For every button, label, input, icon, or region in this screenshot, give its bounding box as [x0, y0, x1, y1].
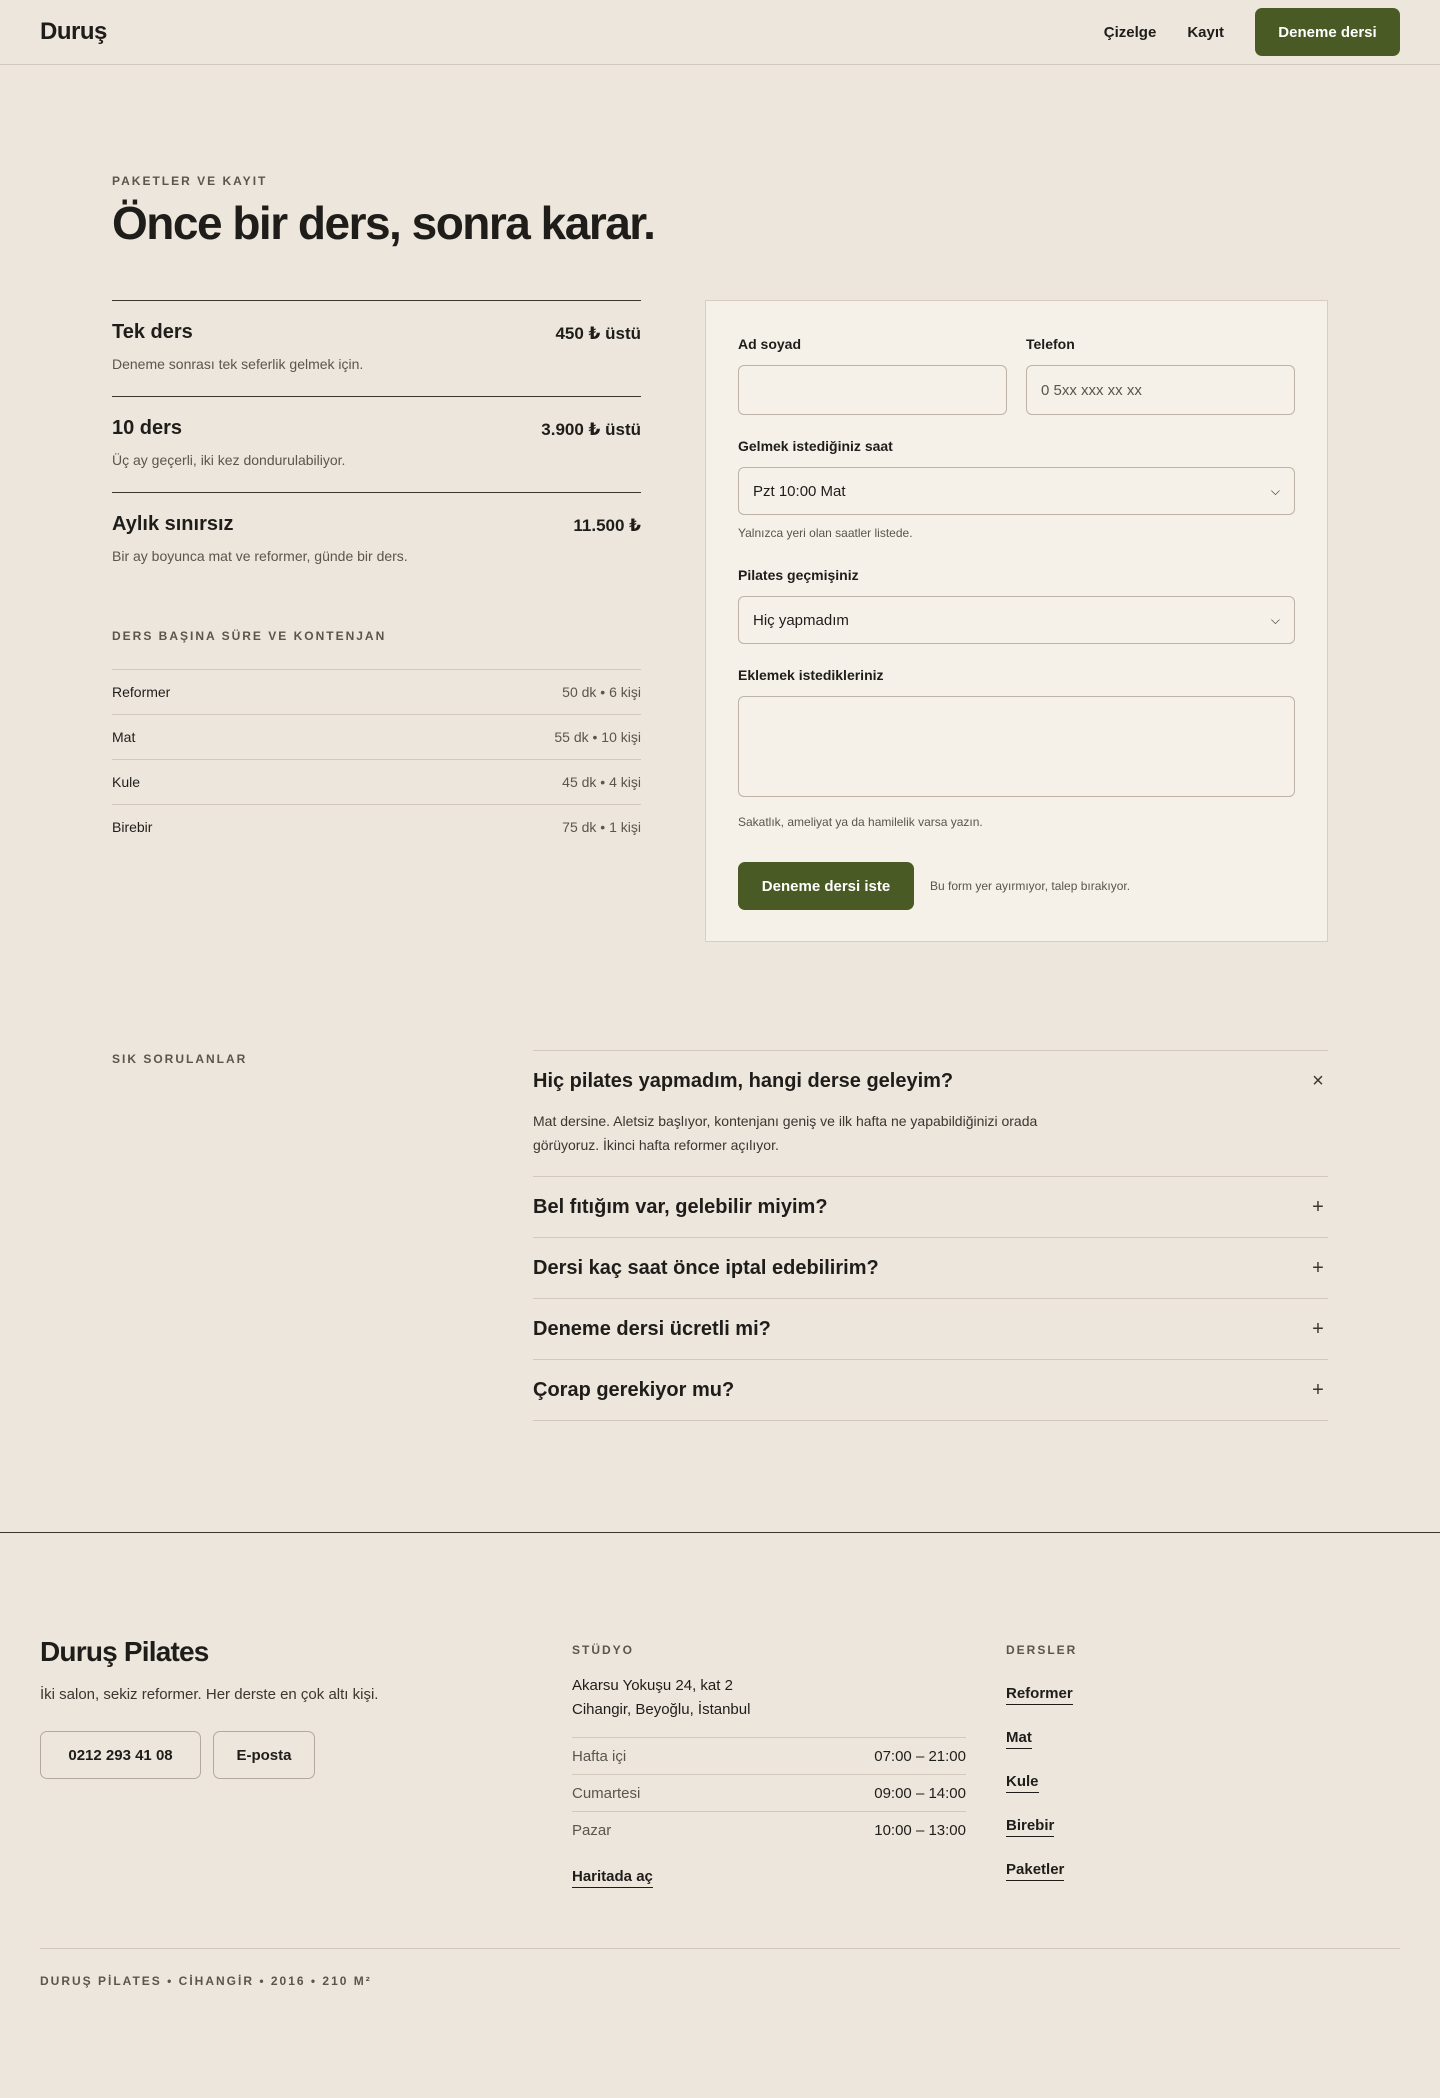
name-field-wrapper [738, 365, 1007, 415]
package-price: 11.500 ₺ [573, 516, 641, 535]
footer-tagline: İki salon, sekiz reformer. Her derste en çok altı kişi. [40, 1686, 379, 1703]
trial-lesson-button[interactable]: Deneme dersi [1255, 8, 1400, 56]
table-row [112, 714, 641, 759]
hours-time: 09:00 – 14:00 [874, 1784, 966, 1802]
phone-field-wrapper [1026, 365, 1295, 415]
faq-question-toggle[interactable] [533, 1051, 1328, 1111]
trial-request-form [705, 300, 1328, 942]
experience-label: Pilates geçmişiniz [738, 567, 859, 583]
map-link[interactable]: Haritada aç [572, 1868, 653, 1888]
faq-question: Deneme dersi ücretli mi? [533, 1317, 771, 1340]
faq-question-toggle[interactable] [533, 1360, 1328, 1420]
capacity-heading: DERS BAŞINA SÜRE VE KONTENJAN [112, 629, 387, 643]
list-item [1006, 1861, 1073, 1905]
faq-item [533, 1359, 1328, 1420]
faq-question: Çorap gerekiyor mu? [533, 1378, 735, 1401]
plus-icon[interactable]: + [1312, 1256, 1324, 1279]
notes-field[interactable] [753, 707, 1280, 787]
package-description: Üç ay geçerli, iki kez dondurulabiliyor. [112, 452, 346, 468]
time-hint: Yalnızca yeri olan saatler listede. [738, 526, 913, 540]
class-link-paketler[interactable]: Paketler [1006, 1861, 1064, 1881]
page-title: Önce bir ders, sonra karar. [112, 197, 655, 249]
hours-day: Hafta içi [572, 1747, 627, 1765]
faq-list [533, 1050, 1328, 1421]
chevron-down-icon: ⌵ [1270, 483, 1280, 498]
list-item [1006, 1773, 1073, 1817]
experience-select-value: Hiç yapmadım [753, 611, 849, 629]
hours-day: Cumartesi [572, 1784, 641, 1802]
copyright: DURUŞ PİLATES • CİHANGİR • 2016 • 210 M² [40, 1974, 372, 1988]
list-item [1006, 1729, 1073, 1773]
capacity-table [112, 669, 641, 849]
plus-icon[interactable]: + [1312, 1195, 1324, 1218]
submit-note: Bu form yer ayırmıyor, talep bırakıyor. [930, 879, 1131, 893]
faq-question-toggle[interactable] [533, 1177, 1328, 1237]
studio-heading: STÜDYO [572, 1643, 635, 1657]
hours-row [572, 1774, 966, 1811]
faq-item [533, 1237, 1328, 1298]
top-nav [1104, 8, 1400, 56]
email-button[interactable]: E-posta [213, 1731, 315, 1779]
faq-question-toggle[interactable] [533, 1238, 1328, 1298]
classes-heading: DERSLER [1006, 1643, 1078, 1657]
nav-link-schedule[interactable]: Çizelge [1103, 23, 1157, 41]
faq-item [533, 1298, 1328, 1359]
faq-answer: Mat dersine. Aletsiz başlıyor, kontenjanı geniş ve ilk hafta ne yapabildiğinizi orada görüyoruz. İkinci hafta reformer açılıyor. [533, 1113, 1038, 1153]
footer-brand: Duruş Pilates [40, 1636, 209, 1667]
classes-list [1006, 1685, 1073, 1905]
package-name: Tek ders [112, 321, 193, 343]
faq-item [533, 1050, 1328, 1176]
hours-day: Pazar [572, 1821, 612, 1839]
name-field[interactable] [753, 382, 992, 399]
class-capacity: 75 dk • 1 kişi [562, 819, 641, 835]
faq-question: Bel fıtığım var, gelebilir miyim? [533, 1195, 828, 1218]
package-list [112, 300, 641, 588]
package-item [112, 492, 641, 588]
class-capacity: 50 dk • 6 kişi [562, 684, 641, 700]
close-icon[interactable]: × [1312, 1069, 1324, 1092]
faq-question-toggle[interactable] [533, 1299, 1328, 1359]
package-item [112, 300, 641, 396]
nav-link-register[interactable]: Kayıt [1187, 23, 1224, 41]
phone-label: Telefon [1026, 336, 1075, 352]
hero-eyebrow: PAKETLER VE KAYIT [112, 174, 268, 188]
hours-row [572, 1811, 966, 1848]
class-name: Birebir [112, 819, 153, 835]
time-select-value: Pzt 10:00 Mat [753, 482, 846, 500]
hours-time: 07:00 – 21:00 [874, 1747, 966, 1765]
phone-button[interactable]: 0212 293 41 08 [40, 1731, 201, 1779]
package-name: Aylık sınırsız [112, 513, 234, 535]
class-name: Reformer [112, 684, 171, 700]
time-label: Gelmek istediğiniz saat [738, 438, 893, 454]
footer-bottom-divider [40, 1948, 1400, 1949]
class-capacity: 45 dk • 4 kişi [562, 774, 641, 790]
brand-logo[interactable]: Duruş [40, 18, 107, 45]
table-row [112, 804, 641, 849]
class-link-kule[interactable]: Kule [1006, 1773, 1039, 1793]
chevron-down-icon: ⌵ [1270, 612, 1280, 627]
class-link-reformer[interactable]: Reformer [1006, 1685, 1073, 1705]
notes-hint: Sakatlık, ameliyat ya da hamilelik varsa yazın. [738, 815, 983, 829]
plus-icon[interactable]: + [1312, 1378, 1324, 1401]
site-header [0, 0, 1440, 65]
faq-item [533, 1176, 1328, 1237]
notes-label: Eklemek istedikleriniz [738, 667, 884, 683]
package-description: Deneme sonrası tek seferlik gelmek için. [112, 356, 364, 372]
list-item [1006, 1685, 1073, 1729]
address-line: Cihangir, Beyoğlu, İstanbul [572, 1701, 751, 1718]
list-item [1006, 1817, 1073, 1861]
name-label: Ad soyad [738, 336, 802, 352]
class-link-birebir[interactable]: Birebir [1006, 1817, 1054, 1837]
package-description: Bir ay boyunca mat ve reformer, günde bir ders. [112, 548, 408, 564]
experience-select[interactable] [738, 596, 1295, 644]
faq-question: Hiç pilates yapmadım, hangi derse geleyim? [533, 1069, 954, 1092]
hours-time: 10:00 – 13:00 [874, 1821, 966, 1839]
faq-question: Dersi kaç saat önce iptal edebilirim? [533, 1256, 879, 1279]
table-row [112, 669, 641, 714]
studio-address [572, 1674, 750, 1722]
class-link-mat[interactable]: Mat [1006, 1729, 1032, 1749]
class-name: Mat [112, 729, 136, 745]
submit-request-button[interactable]: Deneme dersi iste [738, 862, 914, 910]
class-capacity: 55 dk • 10 kişi [554, 729, 641, 745]
hours-row [572, 1737, 966, 1774]
footer-divider [0, 1532, 1440, 1533]
address-line: Akarsu Yokuşu 24, kat 2 [572, 1677, 733, 1694]
notes-field-wrapper [738, 696, 1295, 797]
faq-eyebrow: SIK SORULANLAR [112, 1052, 248, 1066]
time-select[interactable] [738, 467, 1295, 515]
package-item [112, 396, 641, 492]
phone-field[interactable] [1041, 382, 1280, 399]
package-name: 10 ders [112, 417, 183, 439]
table-row [112, 759, 641, 804]
package-price: 3.900 ₺ üstü [541, 420, 641, 439]
plus-icon[interactable]: + [1312, 1317, 1324, 1340]
package-price: 450 ₺ üstü [555, 324, 641, 343]
opening-hours [572, 1737, 966, 1848]
class-name: Kule [112, 774, 141, 790]
